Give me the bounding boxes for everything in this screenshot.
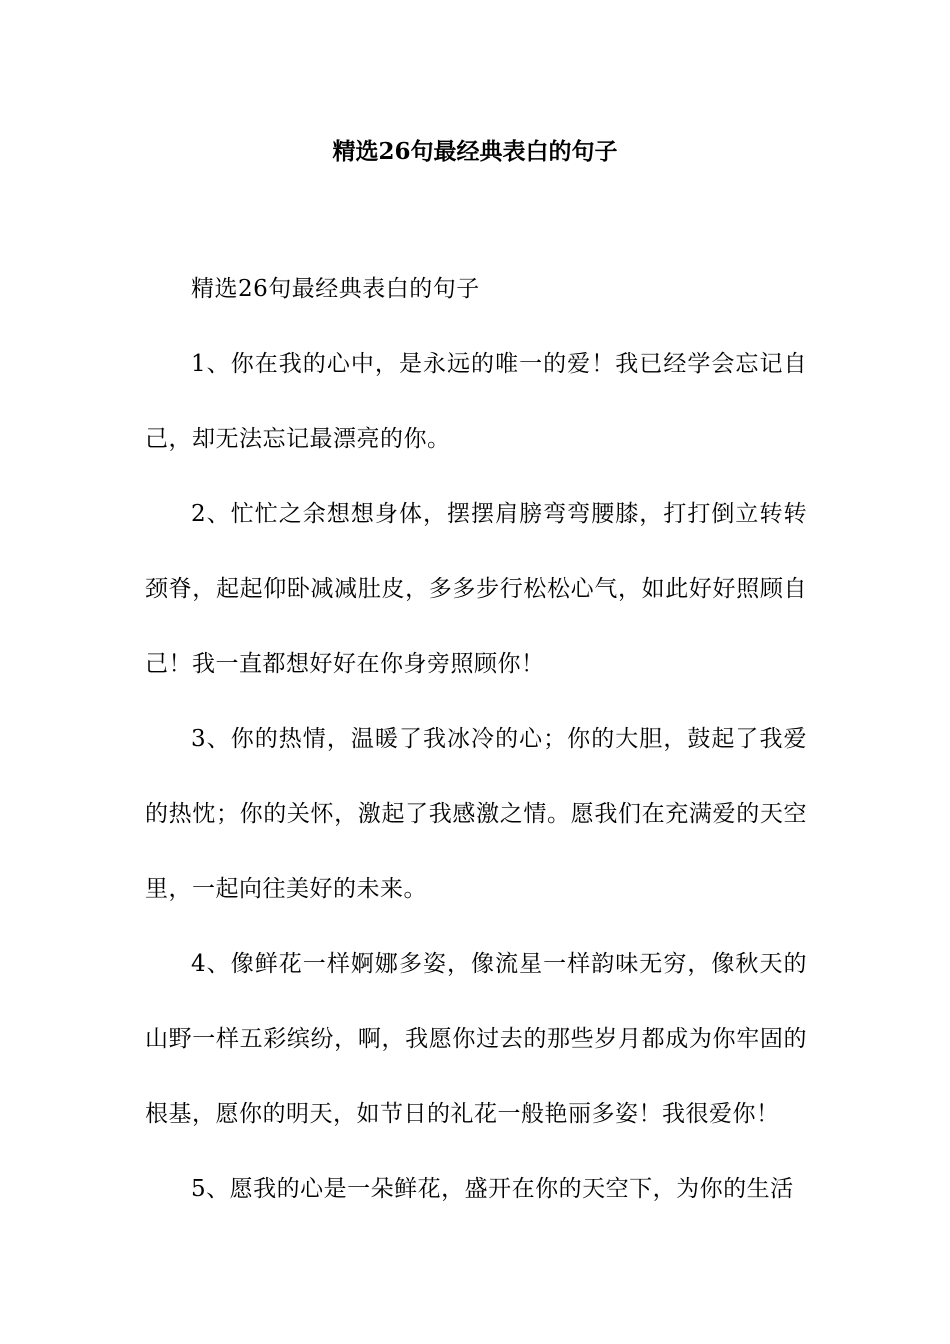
paragraph-5: 5、愿我的心是一朵鲜花，盛开在你的天空下，为你的生活 [191,1176,794,1202]
paragraph-3: 3、你的热情，温暖了我冰冷的心；你的大胆，鼓起了我爱的热忱；你的关怀，激起了我感激之情。愿我们在充满爱的天空里，一起向往美好的未来。 [145,726,807,902]
document-body [145,252,807,1227]
paragraph-1: 1、你在我的心中，是永远的唯一的爱！我已经学会忘记自己，却无法忘记最漂亮的你。 [145,351,807,452]
paragraph-4: 4、像鲜花一样婀娜多姿，像流星一样韵味无穷，像秋天的山野一样五彩缤纷，啊，我愿你过去的那些岁月都成为你牢固的根基，愿你的明天，如节日的礼花一般艳丽多姿！我很爱你！ [145,951,807,1127]
document-title: 精选26句最经典表白的句子 [332,138,618,165]
paragraph-intro: 精选26句最经典表白的句子 [191,276,480,302]
paragraph-2: 2、忙忙之余想想身体，摆摆肩膀弯弯腰膝，打打倒立转转颈脊，起起仰卧减减肚皮，多多步行松松心气，如此好好照顾自己！我一直都想好好在你身旁照顾你！ [145,501,807,677]
